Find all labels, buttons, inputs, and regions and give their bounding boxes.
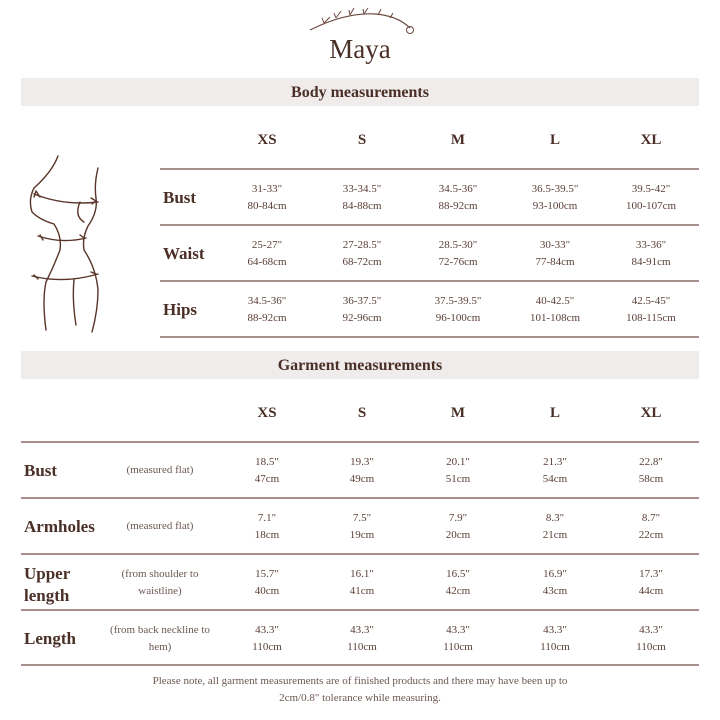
row-note: (from shoulder to waistline) — [121, 568, 199, 597]
cell: 8.3" 21cm — [542, 512, 568, 541]
divider — [160, 280, 699, 282]
size-header-xs: XS — [257, 132, 277, 148]
cell: 34.5-36" 88-92cm — [438, 183, 478, 212]
cell: 25-27" 64-68cm — [247, 239, 287, 268]
row-label: Upper length — [24, 564, 71, 605]
size-header-s: S — [357, 405, 367, 421]
cell: 36.5-39.5" 93-100cm — [531, 183, 579, 212]
cell: 7.9" 20cm — [445, 512, 471, 541]
size-header-m: M — [450, 132, 466, 148]
row-label: Bust — [163, 188, 197, 207]
cell: 16.5" 42cm — [445, 568, 471, 597]
section-header-body: Body measurements — [21, 78, 699, 106]
cell: 40-42.5" 101-108cm — [529, 295, 581, 324]
cell: 33-36" 84-91cm — [631, 239, 671, 268]
cell: 34.5-36" 88-92cm — [247, 295, 287, 324]
cell: 43.3" 110cm — [636, 624, 666, 653]
leaf-branch-icon — [306, 4, 416, 36]
cell: 30-33" 77-84cm — [535, 239, 575, 268]
size-header-xl: XL — [640, 405, 662, 421]
size-header-l: L — [549, 405, 560, 421]
cell: 19.3" 49cm — [349, 456, 375, 485]
row-label: Length — [24, 629, 76, 648]
divider — [21, 553, 699, 555]
cell: 43.3" 110cm — [347, 624, 377, 653]
divider — [160, 168, 699, 170]
cell: 20.1" 51cm — [445, 456, 471, 485]
section-header-garment: Garment measurements — [21, 351, 699, 379]
cell: 16.9" 43cm — [542, 568, 568, 597]
cell: 39.5-42" 100-107cm — [625, 183, 677, 212]
divider — [21, 664, 699, 666]
size-header-l: L — [549, 132, 560, 148]
cell: 7.5" 19cm — [349, 512, 375, 541]
cell: 42.5-45" 108-115cm — [626, 295, 676, 324]
row-label: Bust — [24, 461, 58, 480]
row-label: Armholes — [24, 517, 95, 536]
row-note: (from back neckline to hem) — [110, 624, 210, 653]
cell: 15.7" 40cm — [254, 568, 280, 597]
cell: 7.1" 18cm — [254, 512, 280, 541]
size-header-s: S — [357, 132, 367, 148]
cell: 31-33" 80-84cm — [247, 183, 287, 212]
cell: 18.5" 47cm — [254, 456, 280, 485]
row-note: (measured flat) — [126, 464, 194, 476]
row-label: Waist — [163, 244, 205, 263]
divider — [160, 336, 699, 338]
cell: 28.5-30" 72-76cm — [438, 239, 478, 268]
brand-title: Maya — [329, 34, 391, 64]
divider — [21, 441, 699, 443]
cell: 43.3" 110cm — [540, 624, 570, 653]
size-header-m: M — [450, 405, 466, 421]
cell: 21.3" 54cm — [542, 456, 568, 485]
row-label: Hips — [163, 300, 198, 319]
cell: 22.8" 58cm — [638, 456, 664, 485]
cell: 33-34.5" 84-88cm — [342, 183, 382, 212]
cell: 27-28.5" 68-72cm — [342, 239, 382, 268]
divider — [160, 224, 699, 226]
cell: 16.1" 41cm — [349, 568, 375, 597]
cell: 36-37.5" 92-96cm — [342, 295, 382, 324]
row-note: (measured flat) — [126, 520, 194, 532]
tolerance-note: Please note, all garment measurements are of finished products and there may have been up to 2cm/0.8" tolerance while measuring. — [152, 675, 568, 704]
divider — [21, 497, 699, 499]
cell: 37.5-39.5" 96-100cm — [434, 295, 482, 324]
divider — [21, 609, 699, 611]
cell: 43.3" 110cm — [443, 624, 473, 653]
body-figure-icon — [24, 150, 120, 335]
size-header-xl: XL — [640, 132, 662, 148]
cell: 17.3" 44cm — [638, 568, 664, 597]
cell: 8.7" 22cm — [638, 512, 664, 541]
cell: 43.3" 110cm — [252, 624, 282, 653]
size-header-xs: XS — [257, 405, 277, 421]
